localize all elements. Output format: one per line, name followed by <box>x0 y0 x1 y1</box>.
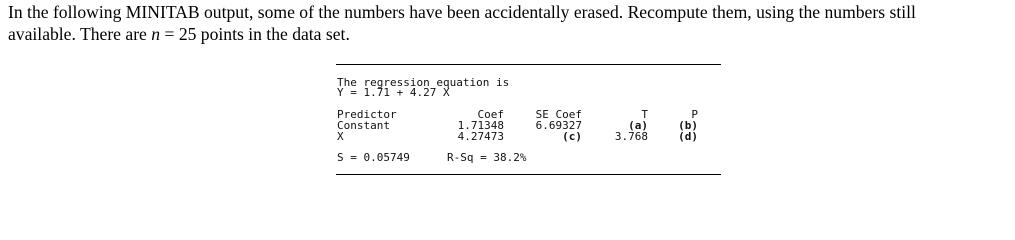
problem-line-2-prefix: available. There are <box>8 24 152 44</box>
row-constant-predictor: Constant <box>337 119 390 132</box>
n-value: 25 <box>178 24 197 44</box>
equals-sign: = <box>160 24 179 44</box>
row-constant-p-blank: (b) <box>678 119 698 132</box>
row-constant-coef: 1.71348 <box>457 119 504 132</box>
col-header-predictor: Predictor <box>337 108 397 121</box>
col-header-p: P <box>691 108 698 121</box>
regression-header: The regression equation is <box>337 76 510 89</box>
minitab-output <box>336 64 721 175</box>
problem-statement <box>8 1 1008 45</box>
row-x-t: 3.768 <box>614 130 648 143</box>
col-header-t: T <box>641 108 648 121</box>
problem-line-2-suffix: points in the data set. <box>196 24 350 44</box>
row-x-coef: 4.27473 <box>457 130 504 143</box>
row-x-p-blank: (d) <box>678 130 698 143</box>
r-squared: R-Sq = 38.2% <box>447 151 527 164</box>
row-x-predictor: X <box>337 130 344 143</box>
col-header-se-coef: SE Coef <box>535 108 582 121</box>
row-constant-se-coef: 6.69327 <box>535 119 582 132</box>
s-statistic: S = 0.05749 <box>337 151 410 164</box>
row-constant-t-blank: (a) <box>628 119 648 132</box>
problem-line-1: In the following MINITAB output, some of the numbers have been accidentally erased. Recompute them, using the numbers still <box>8 2 916 22</box>
regression-equation: Y = 1.71 + 4.27 X <box>337 86 450 99</box>
col-header-coef: Coef <box>477 108 504 121</box>
n-symbol: n <box>151 24 161 44</box>
row-x-se-coef-blank: (c) <box>562 130 582 143</box>
